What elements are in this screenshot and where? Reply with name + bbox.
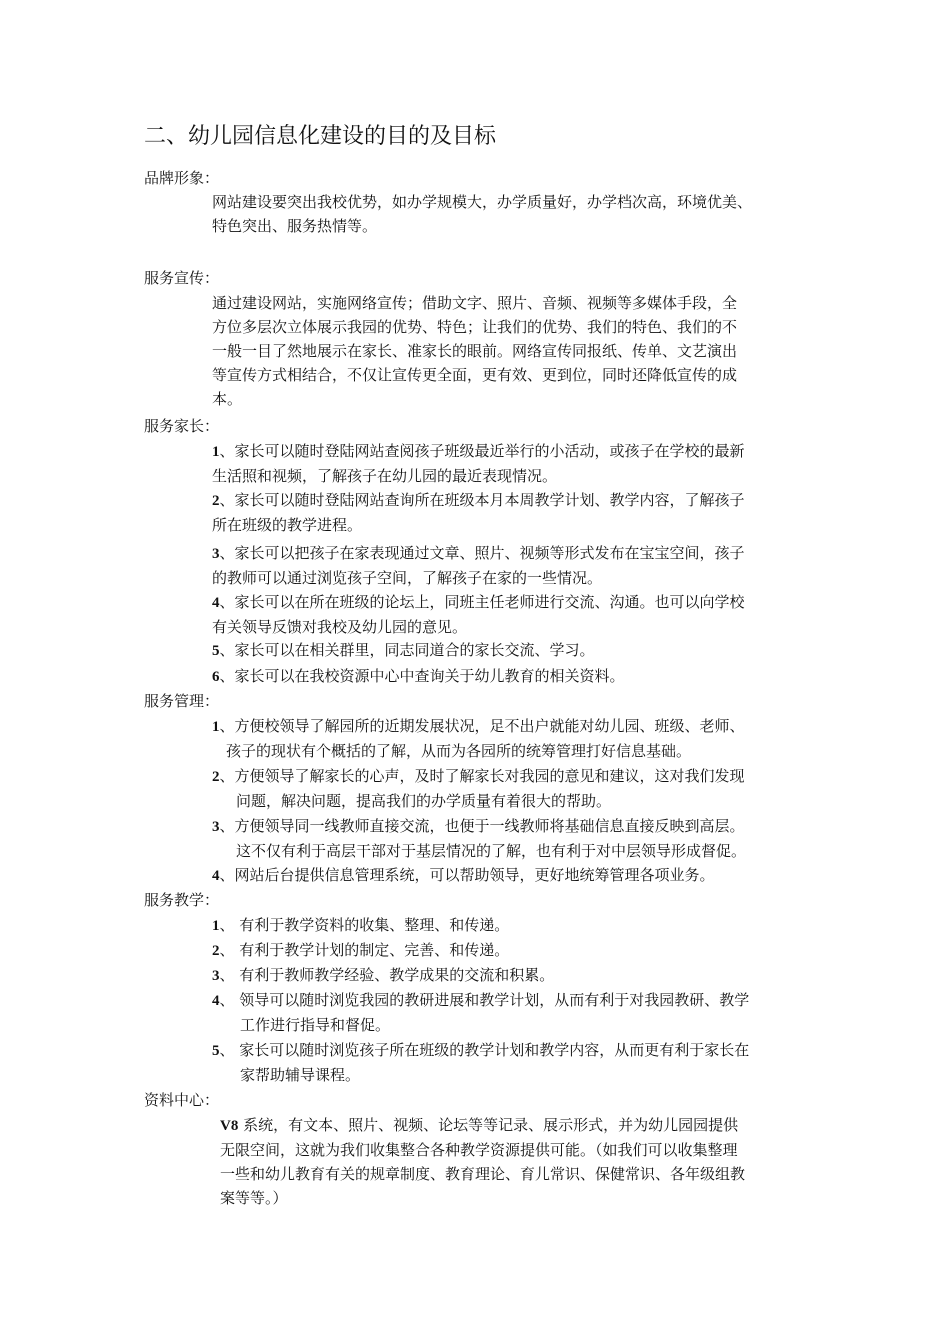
text-line: 网站建设要突出我校优势，如办学规模大，办学质量好，办学档次高，环境优美、 [212,193,753,211]
item-text: 、方便领导同一线教师直接交流，也便于一线教师将基础信息直接反映到高层。 [219,817,745,835]
text-line [212,1038,808,1063]
brand-paragraph [212,190,808,238]
item-text: 、 领导可以随时浏览我园的教研进展和教学计划，从而有利于对我园教研、教学 [219,991,750,1009]
text-line: 通过建设网站，实施网络宣传；借助文字、照片、音频、视频等多媒体手段，全 [212,294,738,312]
item-number: 2 [212,943,220,959]
list-item [212,664,808,689]
item-text: 、 有利于教学计划的制定、完善、和传递。 [219,941,510,959]
item-number: 4 [212,868,220,884]
text-line [212,638,808,663]
text-line [212,938,808,963]
item-number: 2 [212,493,220,509]
item-number: 3 [212,968,220,984]
text-line: 孩子的现状有个概括的了解，从而为各园所的统筹管理打好信息基础。 [226,742,692,760]
item-number: 1 [212,918,220,934]
list-item [212,439,808,488]
text-line: 的教师可以通过浏览孩子空间，了解孩子在家的一些情况。 [212,569,603,587]
text-line [212,488,808,513]
text-line [212,664,808,689]
section-label-management: 服务管理： [144,692,220,710]
section-label-promo: 服务宣传： [144,269,220,287]
text-line [212,764,808,789]
page-title: 二、幼儿园信息化建设的目的及目标 [144,124,497,149]
text-line: 特色突出、服务热情等。 [212,217,378,235]
item-number: 1 [212,719,220,735]
system-name: V8 [220,1118,239,1134]
item-text: 、家长可以在相关群里，同志同道合的家长交流、学习。 [219,641,595,659]
list-item [212,814,808,863]
item-text: 、 有利于教学资料的收集、整理、和传递。 [219,916,510,934]
item-number: 3 [212,546,220,562]
text-line: 家帮助辅导课程。 [240,1066,361,1084]
item-number: 5 [212,1043,220,1059]
item-text: 、家长可以在所在班级的论坛上，同班主任老师进行交流、沟通。也可以向学校 [219,593,745,611]
text-line: 案等等。） [220,1189,288,1207]
section-label-teaching: 服务教学： [144,891,220,909]
text-line: 工作进行指导和督促。 [240,1016,391,1034]
list-item [212,714,808,763]
item-text: 、 家长可以随时浏览孩子所在班级的教学计划和教学内容，从而更有利于家长在 [219,1041,750,1059]
text-line: 所在班级的教学进程。 [212,516,363,534]
text-line: 无限空间，这就为我们收集整合各种教学资源提供可能。（如我们可以收集整理 [220,1141,738,1159]
text-line: 这不仅有利于高层干部对于基层情况的了解，也有利于对中层领导形成督促。 [236,842,747,860]
text-line: 方位多层次立体展示我园的优势、特色；让我们的优势、我们的特色、我们的不 [212,318,738,336]
item-number: 3 [212,819,220,835]
item-text: 系统，有文本、照片、视频、论坛等等记录、展示形式，并为幼儿园园提供 [238,1116,739,1134]
list-item [212,590,808,639]
text-line: 本。 [212,390,243,408]
item-text: 、方便校领导了解园所的近期发展状况，足不出户就能对幼儿园、班级、老师、 [219,717,745,735]
item-number: 1 [212,444,220,460]
list-item [212,541,808,590]
list-item [212,938,808,963]
item-text: 、家长可以随时登陆网站查阅孩子班级最近举行的小活动，或孩子在学校的最新 [219,442,745,460]
text-line: 一些和幼儿教育有关的规章制度、教育理论、育儿常识、保健常识、各年级组教 [220,1165,746,1183]
text-line [212,439,808,464]
list-item [212,638,808,663]
promo-paragraph [212,291,808,411]
text-line: 有关领导反馈对我校及幼儿园的意见。 [212,618,468,636]
list-item [212,1038,808,1087]
item-text: 、家长可以把孩子在家表现通过文章、照片、视频等形式发布在宝宝空间，孩子 [219,544,745,562]
item-text: 、家长可以随时登陆网站查询所在班级本月本周教学计划、教学内容，了解孩子 [219,491,745,509]
text-line [220,1113,808,1138]
item-number: 6 [212,669,220,685]
text-line [212,963,808,988]
section-label-resource: 资料中心： [144,1091,220,1109]
list-item [212,913,808,938]
list-item [212,988,808,1037]
item-number: 2 [212,769,220,785]
text-line: 生活照和视频，了解孩子在幼儿园的最近表现情况。 [212,467,558,485]
text-line: 等宣传方式相结合，不仅让宣传更全面，更有效、更到位，同时还降低宣传的成 [212,366,738,384]
text-line [212,814,808,839]
text-line [212,863,808,888]
item-text: 、家长可以在我校资源中心中查询关于幼儿教育的相关资料。 [219,667,625,685]
list-item [212,488,808,537]
item-number: 5 [212,643,220,659]
section-label-parents: 服务家长： [144,417,220,435]
item-text: 、网站后台提供信息管理系统，可以帮助领导，更好地统筹管理各项业务。 [219,866,715,884]
text-line: 一般一目了然地展示在家长、准家长的眼前。网络宣传同报纸、传单、文艺演出 [212,342,738,360]
text-line [212,541,808,566]
item-text: 、方便领导了解家长的心声，及时了解家长对我园的意见和建议，这对我们发现 [219,767,745,785]
text-line [212,988,808,1013]
text-line [212,590,808,615]
list-item [212,963,808,988]
list-item [212,863,808,888]
section-label-brand: 品牌形象： [144,169,220,187]
item-number: 4 [212,993,220,1009]
item-text: 、 有利于教师教学经验、教学成果的交流和积累。 [219,966,555,984]
text-line: 问题，解决问题，提高我们的办学质量有着很大的帮助。 [236,792,612,810]
resource-paragraph [220,1113,808,1210]
text-line [212,913,808,938]
list-item [212,764,808,813]
text-line [212,714,808,739]
item-number: 4 [212,595,220,611]
